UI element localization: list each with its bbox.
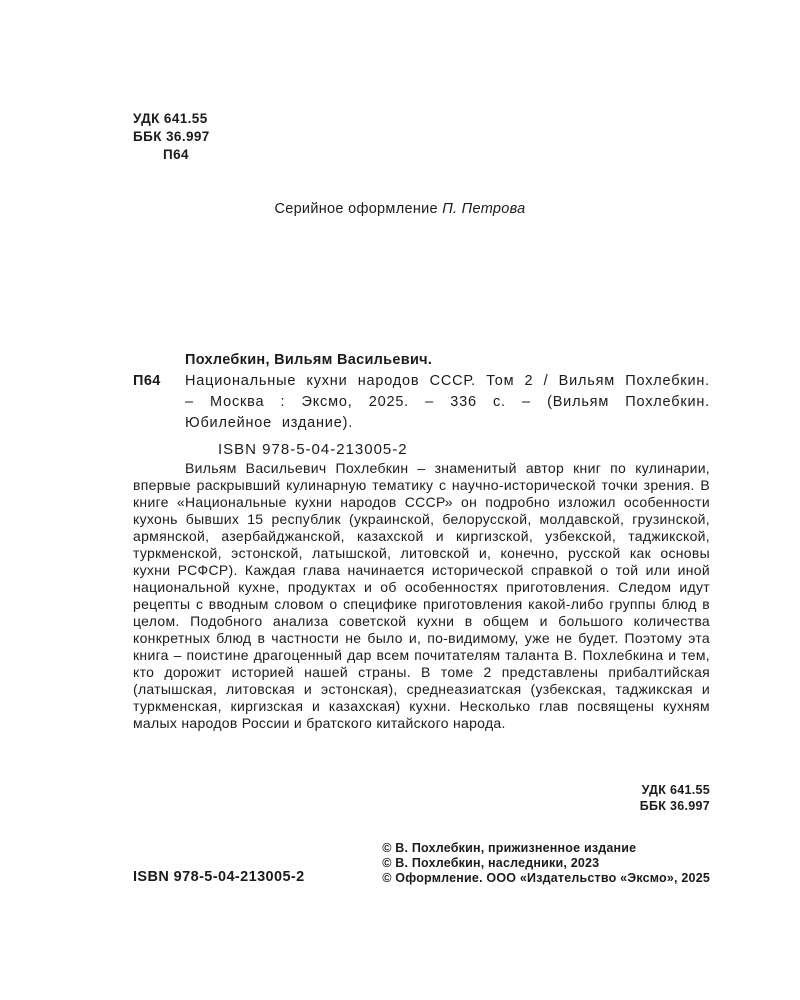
bbk-bottom: ББК 36.997 (639, 799, 710, 813)
series-designer-name: П. Петрова (442, 201, 526, 217)
copyright-line: © Оформление. ООО «Издательство «Эксмо», 2025 (382, 871, 710, 885)
bbk-top: ББК 36.997 (133, 129, 210, 144)
series-design-prefix: Серийное оформление (274, 201, 443, 217)
biblio-description: Национальные кухни народов СССР. Том 2 / Вильям Похлебкин. – Москва : Эксмо, 2025. – 336 с. – (Вильям Похлебкин. Юбилейное издание). (185, 373, 710, 431)
udk-bottom: УДК 641.55 (641, 783, 710, 797)
footer-isbn: ISBN 978-5-04-213005-2 (133, 869, 305, 885)
copyright-line: © В. Похлебкин, наследники, 2023 (382, 856, 600, 870)
series-design-line (0, 201, 800, 217)
footer (133, 841, 710, 886)
copyright-line: © В. Похлебкин, прижизненное издание (382, 841, 637, 855)
author-sign-top: П64 (163, 147, 189, 162)
bibliographic-record (133, 350, 710, 460)
copyright-block (382, 841, 710, 886)
classification-block-bottom (640, 782, 710, 814)
annotation-text: Вильям Васильевич Похлебкин – знаменитый автор книг по кулинарии, впервые раскрывший кулинарную тематику с научно-исторической точки зрения. В книге «Национальные кухни народов СССР» он подробно изложил особенности кухонь бывших 15 республик (украинской, белорусской, молдавской, грузинской, армянской, азербайджанской, казахской и киргизской, узбекской, таджикской, туркменской, эстонской, латышской, литовской и, конечно, русской как основы кухни РСФСР). Каждая глава начинается исторической справкой о той или иной национальной кухне, продуктах и об особенностях приготовления. Следом идут рецепты с вводным словом о специфике приготовления какой-либо группы блюд в целом. Подобного анализа советской кухни в общем и большого количества конкретных блюд в частности не было и, по-видимому, уже не будет. Поэтому эта книга – поистине драгоценный дар всем почитателям таланта В. Похлебкина и тем, кто дорожит историей нашей страны. В томе 2 представлены прибалтийская (латышская, литовская и эстонская), среднеазиатская (узбекская, таджикская и туркменская, киргизская и казахская) кухни. Несколько глав посвящены кухням малых народов России и братского китайского народа. (133, 460, 710, 731)
biblio-author-heading: Похлебкин, Вильям Васильевич. (185, 352, 433, 368)
author-sign-margin: П64 (133, 373, 161, 389)
biblio-isbn: ISBN 978-5-04-213005-2 (218, 441, 408, 458)
udk-top: УДК 641.55 (133, 111, 208, 126)
classification-block-top (133, 110, 210, 164)
